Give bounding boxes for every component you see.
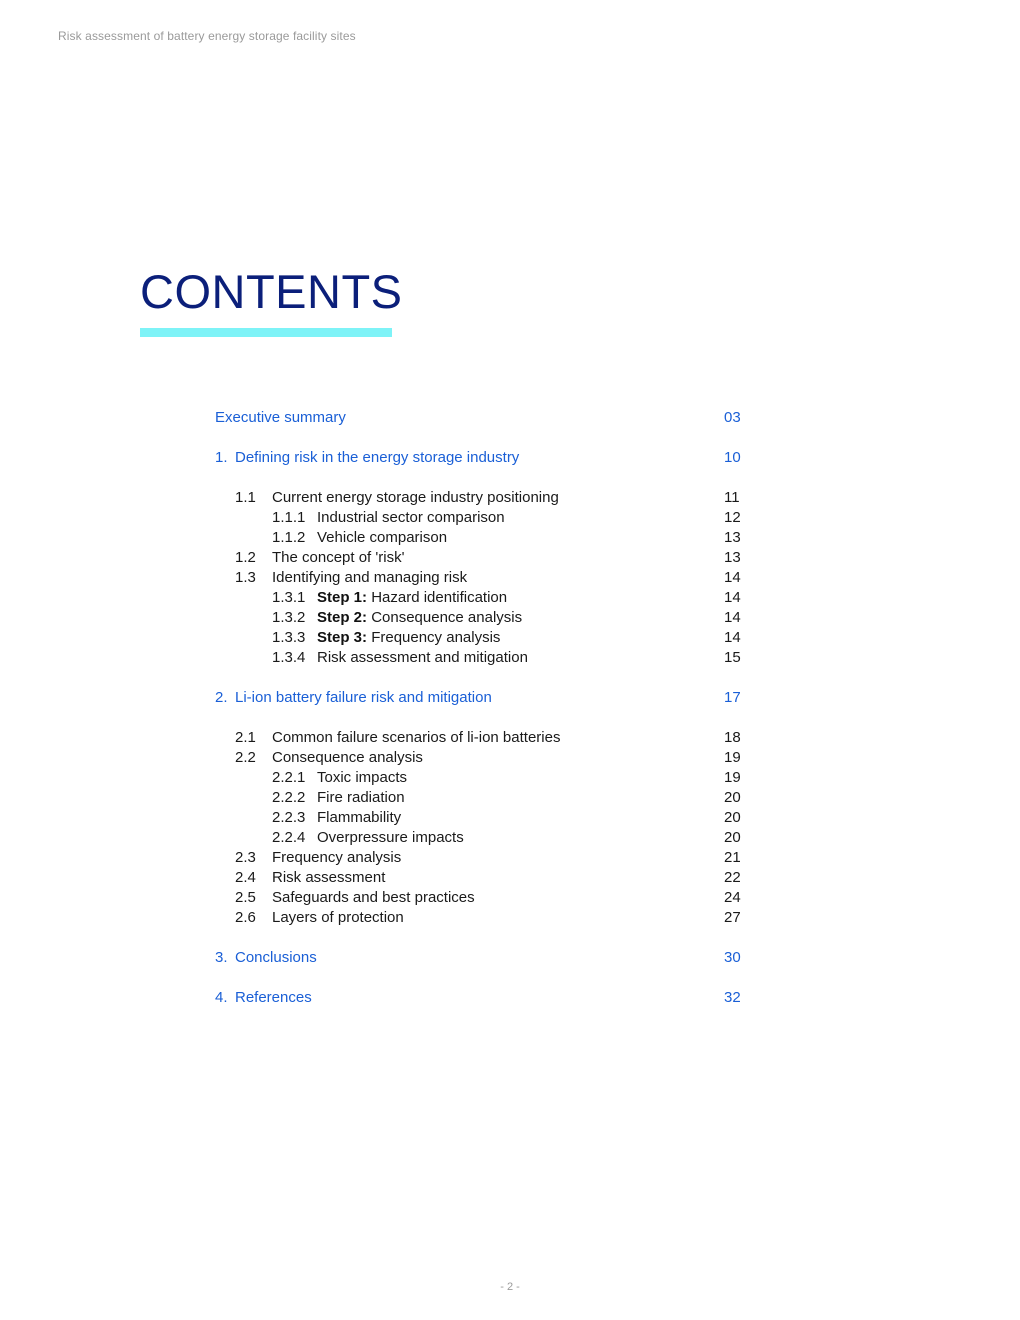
- toc-entry-label: Frequency analysis: [272, 849, 402, 866]
- toc-entry-page: 32: [724, 989, 741, 1006]
- toc-entry-page: 13: [724, 529, 741, 546]
- toc-entry-label: Industrial sector comparison: [317, 509, 505, 526]
- toc-entry-label: Flammability: [317, 809, 402, 826]
- toc-entry-page: 19: [724, 749, 741, 766]
- toc-entry-number: 2.2.2: [272, 789, 306, 806]
- toc-entry-number: 1.1.2: [272, 529, 306, 546]
- toc-entry-label: Li-ion battery failure risk and mitigation: [235, 689, 492, 706]
- toc-entry-number: 3.: [215, 949, 228, 966]
- toc-entry-number: 2.2.4: [272, 829, 306, 846]
- toc-entry-page: 20: [724, 829, 741, 846]
- toc-entry-label: Consequence analysis: [371, 609, 523, 626]
- toc-entry-label: Fire radiation: [317, 789, 405, 806]
- toc-entry-page: 20: [724, 809, 741, 826]
- toc-entry-number: 2.6: [235, 909, 256, 926]
- toc-entry-page: 14: [724, 609, 741, 626]
- toc-entry-number: 2.1: [235, 729, 256, 746]
- toc-entry-label: Identifying and managing risk: [272, 569, 468, 586]
- toc-entry-label: Overpressure impacts: [317, 829, 464, 846]
- toc-entry-number: 2.2.1: [272, 769, 306, 786]
- toc-entry-page: 14: [724, 569, 741, 586]
- page-number: - 2 -: [500, 1281, 520, 1293]
- toc-entry-label: Common failure scenarios of li-ion batteries: [272, 729, 561, 746]
- running-header: Risk assessment of battery energy storage facility sites: [58, 29, 356, 43]
- toc-entry-label: Executive summary: [215, 409, 346, 426]
- toc-entry-label-group: [317, 608, 522, 628]
- toc-entry-page: 20: [724, 789, 741, 806]
- toc-entry-page: 11: [724, 489, 740, 506]
- toc-entry-number: 1.2: [235, 549, 256, 566]
- toc-entry-page: 19: [724, 769, 741, 786]
- toc-entry-label-group: [317, 588, 507, 608]
- toc-entry-label: References: [235, 989, 312, 1006]
- toc-entry-page: 13: [724, 549, 741, 566]
- toc-entry-label: Defining risk in the energy storage industry: [235, 449, 520, 466]
- toc-entry-page: 24: [724, 889, 741, 906]
- toc-entry-label: Current energy storage industry positioning: [272, 489, 559, 506]
- toc-entry-number: 1.3.1: [272, 589, 306, 606]
- toc-entry-number: 1.: [215, 449, 228, 466]
- toc-entry-number: 4.: [215, 989, 228, 1006]
- toc-entry-label: Frequency analysis: [371, 629, 501, 646]
- toc-entry-page: 12: [724, 509, 741, 526]
- toc-entry-step-label: Step 2:: [317, 609, 368, 626]
- toc-entry-number: 2.: [215, 689, 228, 706]
- toc-entry-page: 30: [724, 949, 741, 966]
- toc-entry-number: 1.3.4: [272, 649, 306, 666]
- toc-entry-label: Hazard identification: [371, 589, 508, 606]
- toc-entry-label: Vehicle comparison: [317, 529, 448, 546]
- toc-entry-page: 21: [724, 849, 741, 866]
- toc-entry-page: 10: [724, 449, 741, 466]
- toc-entry-label: Conclusions: [235, 949, 317, 966]
- toc-entry-number: 2.2: [235, 749, 256, 766]
- toc-entry-label: Toxic impacts: [317, 769, 408, 786]
- toc-entry-page: 18: [724, 729, 741, 746]
- toc-entry-number: 2.4: [235, 869, 256, 886]
- toc-entry-page: 15: [724, 649, 741, 666]
- toc-entry-page: 14: [724, 629, 741, 646]
- toc-entry-label: Risk assessment: [272, 869, 386, 886]
- page-title: CONTENTS: [140, 265, 403, 318]
- toc-entry-number: 1.1.1: [272, 509, 306, 526]
- toc-entry-number: 2.5: [235, 889, 256, 906]
- toc-entry-label: The concept of 'risk': [272, 549, 405, 566]
- toc-entry-number: 1.3: [235, 569, 256, 586]
- toc-entry-step-label: Step 3:: [317, 629, 368, 646]
- toc-entry-page: 14: [724, 589, 741, 606]
- toc-entry-page: 22: [724, 869, 741, 886]
- toc-entry-page: 03: [724, 409, 741, 426]
- toc-entry-step-label: Step 1:: [317, 589, 368, 606]
- toc-entry-number: 1.3.3: [272, 629, 306, 646]
- toc-entry-label-group: [317, 628, 500, 648]
- toc-entry-page: 27: [724, 909, 741, 926]
- toc-entry-label: Risk assessment and mitigation: [317, 649, 528, 666]
- toc-entry-label: Consequence analysis: [272, 749, 423, 766]
- toc-entry-label: Safeguards and best practices: [272, 889, 475, 906]
- toc-entry-number: 2.2.3: [272, 809, 306, 826]
- toc-entry-number: 1.1: [235, 489, 256, 506]
- toc-entry-number: 2.3: [235, 849, 256, 866]
- toc-entry-page: 17: [724, 689, 741, 706]
- toc-entry-number: 1.3.2: [272, 609, 306, 626]
- toc-entry-label: Layers of protection: [272, 909, 404, 926]
